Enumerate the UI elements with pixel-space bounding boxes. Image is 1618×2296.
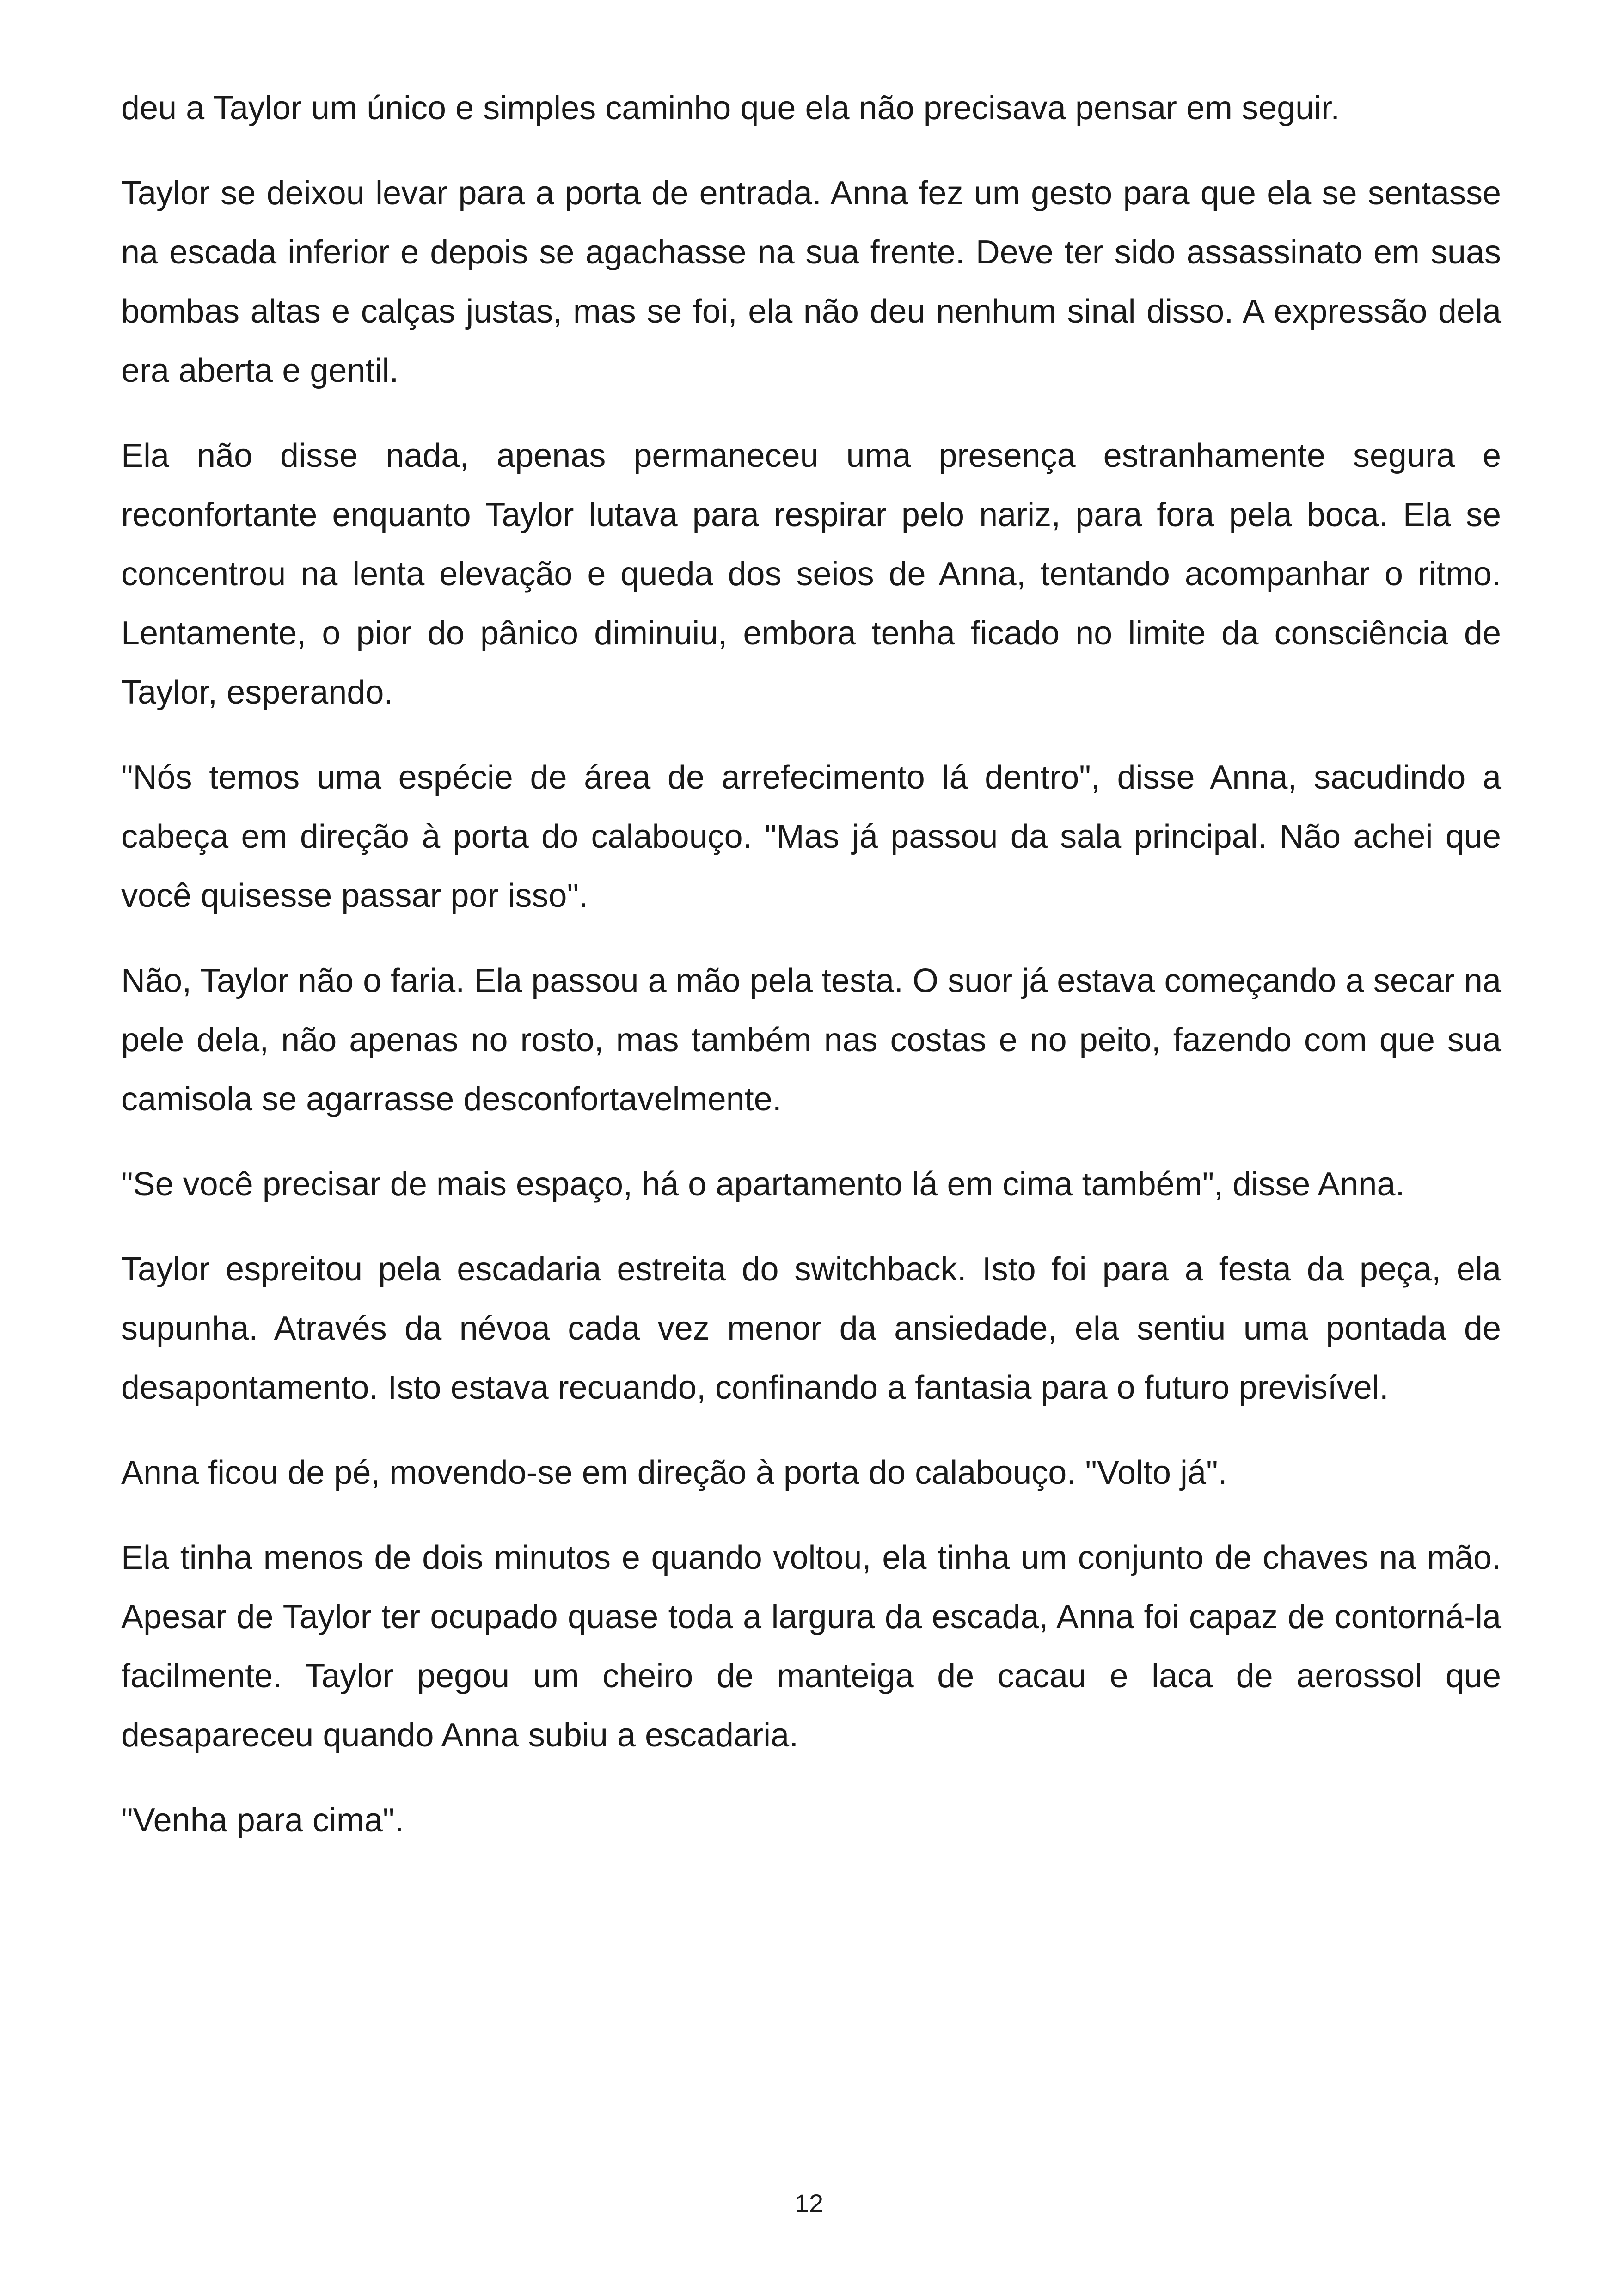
paragraph: deu a Taylor um único e simples caminho que ela não precisava pensar em seguir. [121, 90, 1340, 127]
page-number: 12 [794, 2189, 824, 2218]
paragraph: Não, Taylor não o faria. Ela passou a mão pela testa. O suor já estava começando a secar na pele dela, não apenas no rosto, mas também nas costas e no peito, fazendo com que sua camisola se agarrasse desconfortavelmente. [121, 962, 1501, 1118]
paragraph: Ela não disse nada, apenas permaneceu uma presença estranhamente segura e reconfortante enquanto Taylor lutava para respirar pelo nariz, para fora pela boca. Ela se concentrou na lenta elevação e queda dos seios de Anna, tentando acompanhar o ritmo. Lentamente, o pior do pânico diminuiu, embora tenha ficado no limite da consciência de Taylor, esperando. [121, 437, 1501, 711]
document-body [121, 79, 1501, 1876]
paragraph: Ela tinha menos de dois minutos e quando voltou, ela tinha um conjunto de chaves na mão. Apesar de Taylor ter ocupado quase toda a largura da escada, Anna foi capaz de contorná-la facilmente. Taylor pegou um cheiro de manteiga de cacau e laca de aerossol que desapareceu quando Anna subiu a escadaria. [121, 1539, 1501, 1754]
paragraph: "Nós temos uma espécie de área de arrefecimento lá dentro", disse Anna, sacudindo a cabeça em direção à porta do calabouço. "Mas já passou da sala principal. Não achei que você quisesse passar por isso". [121, 759, 1501, 914]
paragraph: Taylor espreitou pela escadaria estreita do switchback. Isto foi para a festa da peça, ela supunha. Através da névoa cada vez menor da ansiedade, ela sentiu uma pontada de desapontamento. Isto estava recuando, confinando a fantasia para o futuro previsível. [121, 1251, 1501, 1406]
paragraph: "Venha para cima". [121, 1802, 404, 1839]
paragraph: Taylor se deixou levar para a porta de entrada. Anna fez um gesto para que ela se sentasse na escada inferior e depois se agachasse na sua frente. Deve ter sido assassinato em suas bombas altas e calças justas, mas se foi, ela não deu nenhum sinal disso. A expressão dela era aberta e gentil. [121, 175, 1501, 389]
paragraph: Anna ficou de pé, movendo-se em direção à porta do calabouço. "Volto já". [121, 1454, 1227, 1491]
paragraph: "Se você precisar de mais espaço, há o apartamento lá em cima também", disse Anna. [121, 1166, 1405, 1203]
